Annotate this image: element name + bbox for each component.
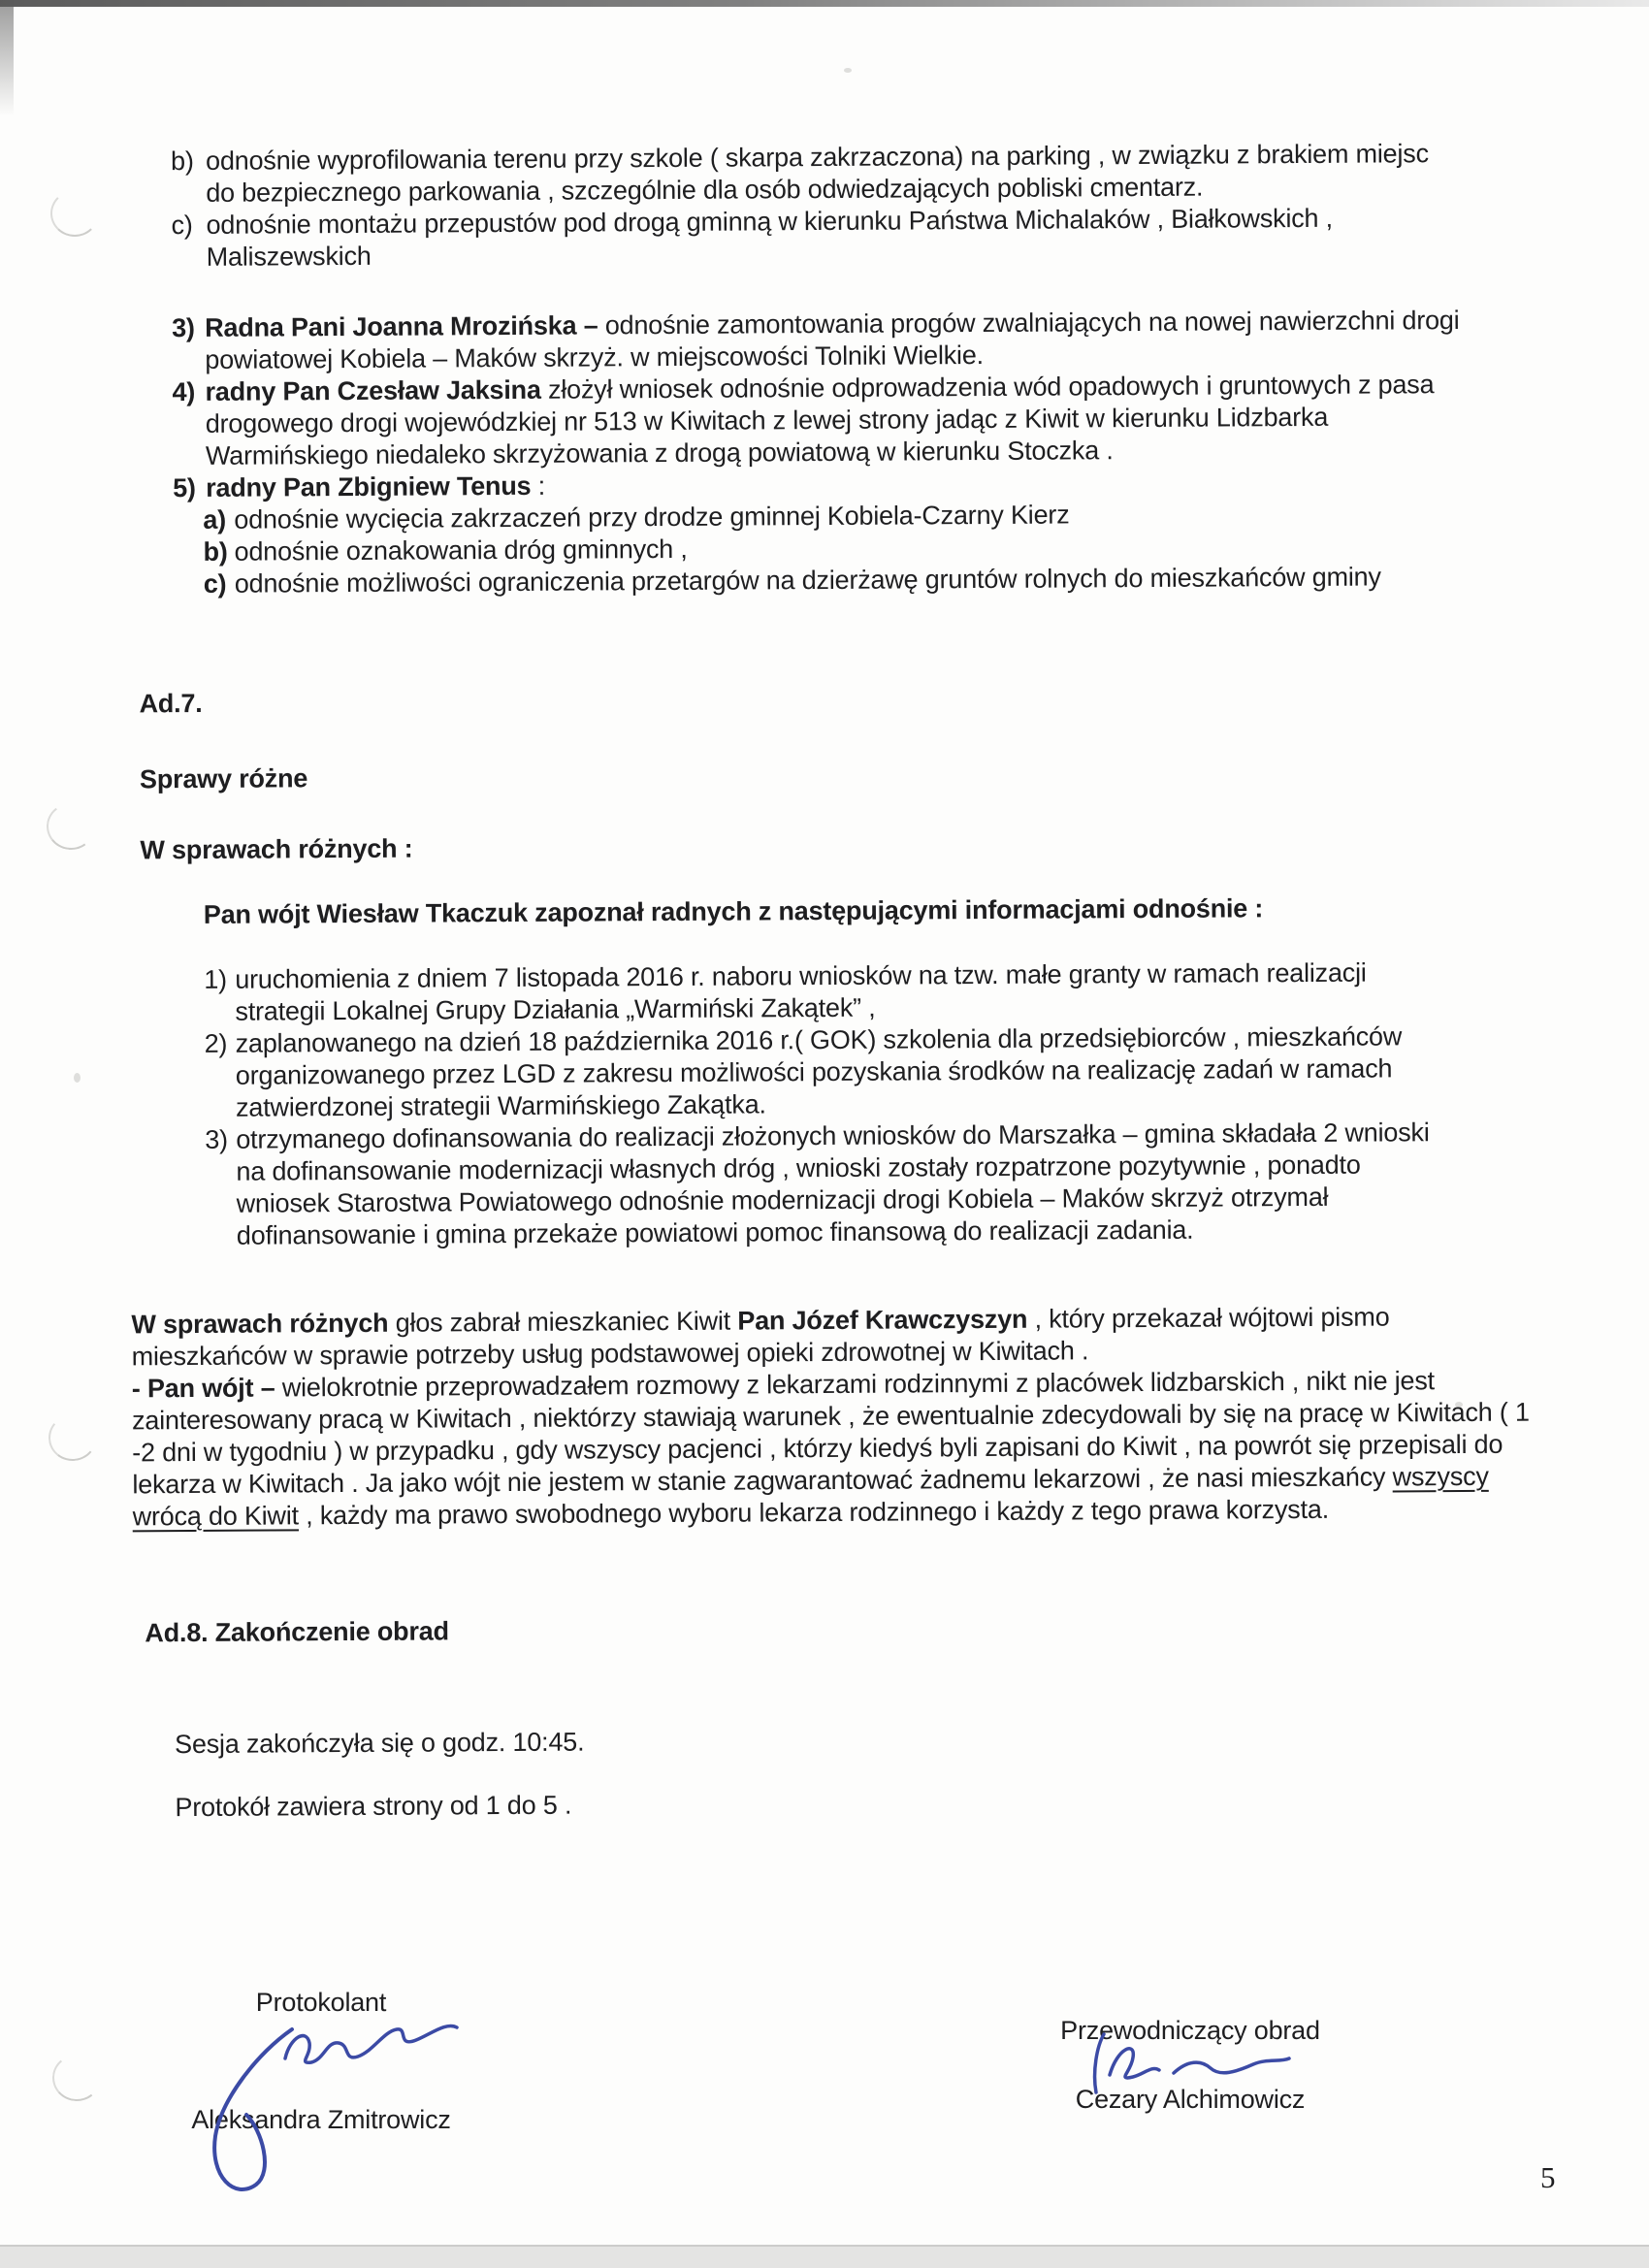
- list-item: [171, 138, 1461, 210]
- list-item-rest: złożył wniosek odnośnie odprowadzenia wód opadowych i gruntowych z pasa drogowego drogi wojewódzkiej nr 513 w Kiwitach z lewej strony jadąc z Kiwit w kierunku Lidzbarka Warmińskiego niedaleko skrzyżowania z drogą powiatową w kierunku Stoczka .: [205, 370, 1435, 470]
- info-list: [204, 956, 1457, 1252]
- hole-punch-artifact: [47, 1412, 100, 1464]
- hole-punch-artifact: [50, 190, 99, 237]
- signature-role: Przewodniczący obrad: [1060, 2016, 1320, 2045]
- list-item: [172, 369, 1477, 472]
- list-item-text: [205, 305, 1476, 376]
- discussion-paragraph: [131, 1301, 1536, 1534]
- list-item-text: otrzymanego dofinansowania do realizacji złożonych wniosków do Marszałka – gmina składała 2 wnioski na dofinansowanie modernizacji własnych dróg , wnioski zostały rozpatrzone pozytywnie , ponadto wniosek Starostwa Powiatowego odnośnie modernizacji drogi Kobiela – Maków skrzyż otrzymał dofinansowanie i gmina przekaże powiatowi pomoc finansową do realizacji zadania.: [236, 1118, 1430, 1250]
- signature-name: Cezary Alchimowicz: [1075, 2085, 1306, 2114]
- speaker-name: Radna Pani Joanna Mrozińska –: [205, 310, 598, 342]
- list-item-text: odnośnie oznakowania dróg gminnych ,: [234, 534, 688, 567]
- list-item-label: 1): [204, 964, 227, 994]
- list-item: [205, 1117, 1457, 1252]
- protocol-pages-note: Protokół zawiera strony od 1 do 5 .: [175, 1790, 572, 1823]
- list-item-text: odnośnie wyprofilowania terenu przy szkole ( skarpa zakrzaczona) na parking , w związku z brakiem miejsc do bezpiecznego parkowania , szczególnie dla osób odwiedzających pobliski cmentarz.: [206, 139, 1429, 208]
- signature-block-protokolant: [190, 1987, 452, 2136]
- section-heading-ad8: Ad.8. Zakończenie obrad: [145, 1616, 449, 1648]
- list-item-label: c): [203, 568, 227, 599]
- signature-block-chairman: [1059, 2015, 1321, 2116]
- sub-items-list: [203, 497, 1406, 600]
- list-item-text: uruchomienia z dniem 7 listopada 2016 r. naboru wniosków na tzw. małe granty w ramach realizacji strategii Lokalnej Grupy Działania „Warmiński Zakątek” ,: [235, 957, 1367, 1026]
- paragraph-text: , każdy ma prawo swobodnego wyboru lekarza rodzinnego i każdy z tego prawa korzysta.: [298, 1494, 1330, 1531]
- paragraph-text: głos zabrał mieszkaniec Kiwit: [388, 1306, 738, 1338]
- paragraph-bold: - Pan wójt –: [131, 1373, 275, 1404]
- list-item-label: 3): [205, 1124, 228, 1154]
- list-item-label: c): [171, 210, 193, 241]
- speaker-name: radny Pan Czesław Jaksina: [205, 374, 541, 406]
- speaker-name: radny Pan Zbigniew Tenus: [206, 470, 532, 502]
- paragraph-text: , który przekazał wójtowi pismo mieszkańców w sprawie potrzeby usług podstawowej opieki zdrowotnej w Kiwitach .: [131, 1302, 1390, 1372]
- scan-speck: [74, 1073, 81, 1083]
- page-number: 5: [1540, 2160, 1556, 2194]
- list-item: [171, 202, 1461, 274]
- scan-edge-bottom: [0, 2245, 1649, 2268]
- numbered-list: [172, 305, 1477, 504]
- document-body: [124, 138, 1539, 1825]
- scan-edge-top: [0, 0, 1649, 7]
- section-heading-ad7: Ad.7.: [139, 688, 203, 719]
- list-item-rest: odnośnie zamontowania progów zwalniających na nowej nawierzchni drogi powiatowej Kobiela – Maków skrzyż. w miejscowości Tolniki Wielkie.: [205, 306, 1460, 374]
- hole-punch-artifact: [44, 800, 98, 853]
- signature-role: Protokolant: [255, 1988, 387, 2017]
- section-subheading: Sprawy różne: [139, 763, 308, 794]
- list-item-text: zaplanowanego na dzień 18 października 2016 r.( GOK) szkolenia dla przedsiębiorców , mieszkańców organizowanego przez LGD z zakresu możliwości pozyskania środków na realizację zadań w ramach zatwierdzonej strategii Warmińskiego Zakątka.: [235, 1021, 1403, 1122]
- sub-items-list-top: [171, 138, 1462, 274]
- list-item-label: 3): [172, 312, 195, 343]
- paragraph-text: wielokrotnie przeprowadzałem rozmowy z lekarzami rodzinnymi z placówek lidzbarskich , nikt nie jest zainteresowany pracą w Kiwitach , niektórzy stawiają warunek , że ewentualnie zdecydowali by się na pracę w Kiwitach ( 1 -2 dni w tygodniu ) w przypadku , gdy wszyscy pacjenci , którzy kiedyś byli zapisani do Kiwit , na powrót się przepisali do lekarza w Kiwitach . Ja jako wójt nie jestem w stanie zagwarantować żadnemu lekarzowi , że nasi mieszkańcy: [131, 1366, 1530, 1500]
- list-item: [205, 1021, 1457, 1124]
- list-item: [204, 956, 1455, 1028]
- list-item: [204, 561, 1406, 600]
- section-lead: W sprawach różnych :: [140, 833, 413, 865]
- list-item-label: 2): [204, 1028, 228, 1058]
- scan-edge-left: [0, 0, 14, 116]
- list-item-rest: :: [531, 470, 546, 501]
- list-item-text: odnośnie montażu przepustów pod drogą gminną w kierunku Państwa Michalaków , Białkowskich , Maliszewskich: [206, 203, 1334, 272]
- paragraph-bold: W sprawach różnych: [131, 1308, 389, 1340]
- list-item-label: b): [203, 536, 228, 567]
- list-item-text: [205, 369, 1477, 472]
- scan-speck: [844, 68, 852, 73]
- resident-name: Pan Józef Krawczyszyn: [737, 1304, 1028, 1336]
- list-item-text: odnośnie wycięcia zakrzaczeń przy drodze gminnej Kobiela-Czarny Kierz: [234, 500, 1070, 535]
- signature-name: Aleksandra Zmitrowicz: [191, 2105, 451, 2134]
- list-item-label: a): [203, 504, 227, 535]
- mayor-intro-line: Pan wójt Wiesław Tkaczuk zapoznał radnych z następującymi informacjami odnośnie :: [203, 893, 1264, 929]
- list-item-label: 4): [172, 376, 196, 407]
- list-item: [172, 305, 1476, 376]
- session-end-time: Sesja zakończyła się o godz. 10:45.: [174, 1727, 585, 1760]
- hole-punch-artifact: [50, 2053, 103, 2103]
- underlined-phrase: wszyscy wrócą do Kiwit: [132, 1461, 1489, 1532]
- list-item-label: 5): [173, 472, 196, 503]
- list-item-label: b): [171, 146, 194, 177]
- list-item-text: odnośnie możliwości ograniczenia przetargów na dzierżawę gruntów rolnych do mieszkańców gminy: [234, 562, 1381, 599]
